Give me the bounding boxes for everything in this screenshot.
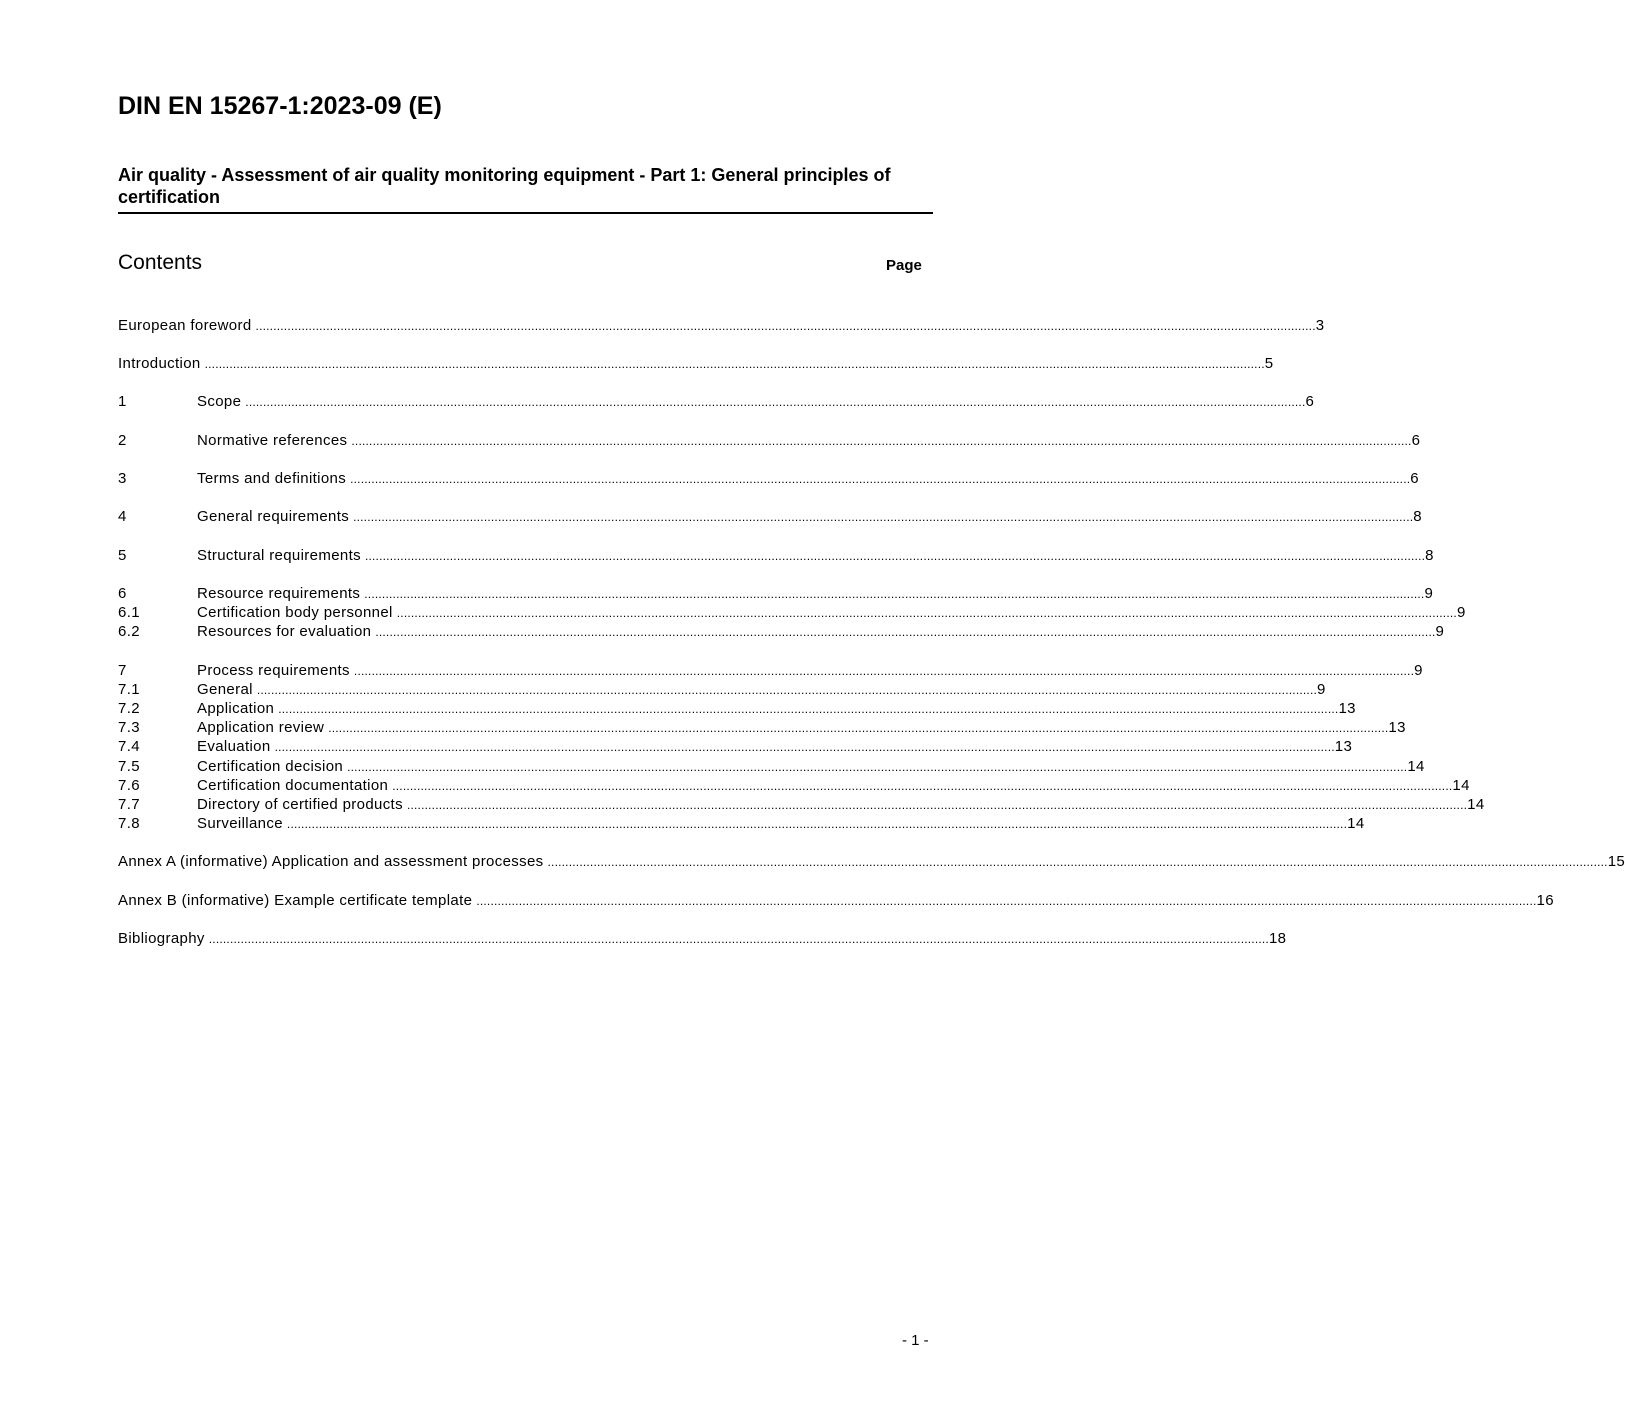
toc-entry-title: Structural requirements (197, 547, 361, 564)
toc-dot-leader: ............................................................................................................................................................................................................................................................................................................ (245, 395, 1306, 409)
toc-entry[interactable] (118, 929, 1287, 948)
toc-entry[interactable] (118, 354, 1274, 373)
toc-entry-number: 7.2 (118, 700, 140, 717)
toc-entry-title: Terms and definitions (197, 470, 347, 487)
toc-entry-page: 6 (1410, 470, 1419, 487)
toc-entry-title: Scope (197, 393, 242, 410)
toc-entry-title: Process requirements (197, 662, 350, 679)
contents-heading: Contents (118, 251, 203, 274)
toc-entry-title: Annex B (informative) Example certificate template (118, 892, 473, 909)
toc-dot-leader: ............................................................................................................................................................................................................................................................................................................ (255, 319, 1316, 333)
toc-dot-leader: ............................................................................................................................................................................................................................................................................................................ (328, 721, 1389, 735)
toc-dot-leader: ............................................................................................................................................................................................................................................................................................................ (396, 606, 1457, 620)
document-title: Air quality - Assessment of air quality monitoring equipment - Part 1: General principles of certification (118, 164, 933, 214)
toc-entry-page: 14 (1347, 815, 1365, 832)
document-id: DIN EN 15267-1:2023-09 (E) (118, 92, 442, 120)
toc-dot-leader: ............................................................................................................................................................................................................................................................................................................ (278, 702, 1339, 716)
toc-entry-number: 7.6 (118, 777, 140, 794)
toc-entry[interactable] (118, 814, 1365, 833)
toc-entry-page: 14 (1452, 777, 1470, 794)
toc-entry-number: 2 (118, 432, 127, 449)
toc-entry-title: Certification body personnel (197, 604, 393, 621)
toc-entry-number: 7.1 (118, 681, 140, 698)
toc-entry-page: 14 (1407, 758, 1425, 775)
toc-entry-title: Surveillance (197, 815, 283, 832)
toc-entry-number: 7.5 (118, 758, 140, 775)
page-number: - 1 - (902, 1332, 929, 1349)
toc-entry[interactable] (118, 680, 1326, 699)
toc-dot-leader: ............................................................................................................................................................................................................................................................................................................ (351, 434, 1412, 448)
toc-entry-page: 9 (1435, 623, 1445, 640)
toc-entry-page: 6 (1305, 393, 1315, 410)
toc-entry-number: 6 (118, 585, 127, 602)
toc-entry-title: Evaluation (197, 738, 271, 755)
toc-entry-title: Annex A (informative) Application and assessment processes (118, 853, 544, 870)
toc-entry-number: 3 (118, 470, 127, 487)
toc-dot-leader: ............................................................................................................................................................................................................................................................................................................ (350, 472, 1411, 486)
toc-entry-number: 7.8 (118, 815, 140, 832)
toc-entry-title: General requirements (197, 508, 350, 525)
toc-entry[interactable] (118, 316, 1325, 335)
toc-entry[interactable] (118, 718, 1406, 737)
toc-dot-leader: ............................................................................................................................................................................................................................................................................................................ (406, 798, 1468, 812)
toc-entry-page: 15 (1607, 853, 1625, 870)
toc-entry-title: European foreword (118, 317, 252, 334)
toc-entry-page: 18 (1268, 930, 1287, 947)
toc-dot-leader: ............................................................................................................................................................................................................................................................................................................ (286, 817, 1348, 831)
toc-entry[interactable] (118, 699, 1356, 718)
toc-entry-title: Introduction (118, 355, 201, 372)
toc-entry-number: 5 (118, 547, 127, 564)
toc-entry-number: 6.1 (118, 604, 140, 621)
toc-dot-leader: ............................................................................................................................................................................................................................................................................................................ (364, 587, 1425, 601)
toc-entry[interactable] (118, 431, 1421, 450)
toc-entry-title: Resource requirements (197, 585, 361, 602)
toc-dot-leader: ............................................................................................................................................................................................................................................................................................................ (476, 894, 1537, 908)
toc-entry-title: Certification documentation (197, 777, 389, 794)
toc-dot-leader: ............................................................................................................................................................................................................................................................................................................ (347, 760, 1408, 774)
toc-dot-leader: ............................................................................................................................................................................................................................................................................................................ (204, 357, 1265, 371)
toc-entry-title: Normative references (197, 432, 348, 449)
page-column-heading: Page (886, 257, 922, 274)
toc-entry-number: 7.7 (118, 796, 140, 813)
toc-dot-leader: ............................................................................................................................................................................................................................................................................................................ (375, 625, 1436, 639)
toc-entry-page: 9 (1414, 662, 1423, 679)
toc-entry-page: 5 (1264, 355, 1274, 372)
toc-entry[interactable] (118, 757, 1425, 776)
toc-entry[interactable] (118, 737, 1353, 756)
toc-entry-number: 7.4 (118, 738, 140, 755)
toc-entry-title: Bibliography (118, 930, 205, 947)
toc-entry-title: Certification decision (197, 758, 344, 775)
toc-entry-title: Resources for evaluation (197, 623, 372, 640)
toc-entry-page: 9 (1456, 604, 1466, 621)
toc-dot-leader: ............................................................................................................................................................................................................................................................................................................ (208, 932, 1269, 946)
toc-entry[interactable] (118, 622, 1445, 641)
toc-entry-page: 3 (1315, 317, 1325, 334)
toc-dot-leader: ............................................................................................................................................................................................................................................................................................................ (353, 664, 1415, 678)
toc-entry[interactable] (118, 584, 1434, 603)
toc-entry[interactable] (118, 661, 1423, 680)
toc-dot-leader: ............................................................................................................................................................................................................................................................................................................ (353, 510, 1414, 524)
toc-entry-page: 14 (1467, 796, 1485, 813)
toc-entry-page: 8 (1425, 547, 1434, 564)
toc-entry[interactable] (118, 546, 1434, 565)
toc-entry-page: 13 (1338, 700, 1356, 717)
toc-entry[interactable] (118, 392, 1315, 411)
toc-entry-number: 1 (118, 393, 127, 410)
toc-dot-leader: ............................................................................................................................................................................................................................................................................................................ (392, 779, 1453, 793)
toc-dot-leader: ............................................................................................................................................................................................................................................................................................................ (547, 855, 1608, 869)
toc-entry-title: Application review (197, 719, 325, 736)
toc-entry-number: 6.2 (118, 623, 140, 640)
toc-entry-title: General (197, 681, 253, 698)
toc-entry[interactable] (118, 852, 1625, 871)
toc-entry-page: 9 (1317, 681, 1326, 698)
toc-entry[interactable] (118, 469, 1419, 488)
toc-entry[interactable] (118, 891, 1554, 910)
toc-entry-page: 16 (1536, 892, 1554, 909)
toc-entry-page: 6 (1411, 432, 1421, 449)
toc-dot-leader: ............................................................................................................................................................................................................................................................................................................ (256, 683, 1318, 697)
toc-entry[interactable] (118, 776, 1470, 795)
toc-dot-leader: ............................................................................................................................................................................................................................................................................................................ (364, 549, 1426, 563)
toc-entry-number: 4 (118, 508, 127, 525)
toc-entry-title: Directory of certified products (197, 796, 403, 813)
toc-dot-leader: ............................................................................................................................................................................................................................................................................................................ (274, 740, 1335, 754)
toc-entry-page: 9 (1424, 585, 1434, 602)
toc-entry-page: 13 (1334, 738, 1353, 755)
toc-entry[interactable] (118, 507, 1422, 526)
toc-entry-number: 7 (118, 662, 127, 679)
toc-entry[interactable] (118, 603, 1466, 622)
toc-entry[interactable] (118, 795, 1485, 814)
toc-entry-page: 13 (1388, 719, 1406, 736)
toc-entry-number: 7.3 (118, 719, 140, 736)
toc-entry-title: Application (197, 700, 275, 717)
toc-entry-page: 8 (1413, 508, 1422, 525)
